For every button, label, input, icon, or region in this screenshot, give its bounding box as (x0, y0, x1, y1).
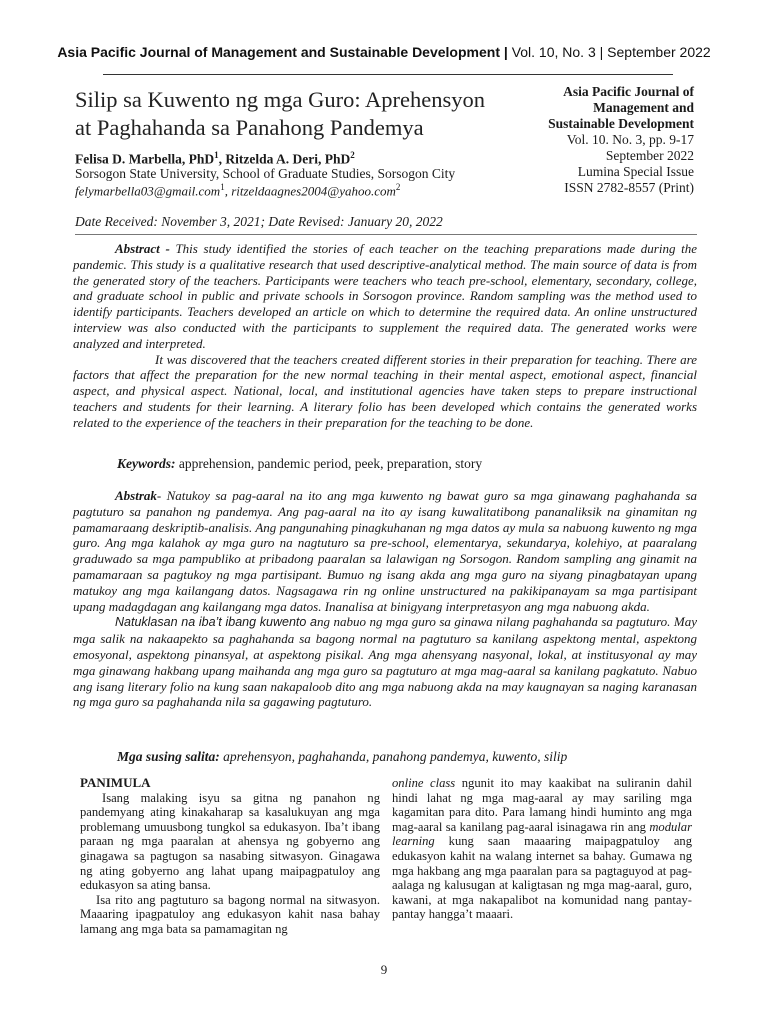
keywords-en-label: Keywords: (117, 456, 176, 471)
term-modular-learning: modular learning (392, 819, 692, 849)
abstract-fil-p2-lead: Natuklasan na iba’t ibang kuwento a (115, 615, 317, 630)
body-right-text-2: kung saan maaaring maipagpatuloy ang edukasyon kahit na walang internet sa bahay. Gumawa ng mga hakbang ang mga paaralan para sa pagtaguyod at pag-aalaga ng kalusugan at kaligtasan ng mga mag-aaral, guro, kawani, at mga nakapalibot na komunidad nang pantay-pantay hangga’t maaari. (392, 834, 692, 922)
section-heading-panimula: PANIMULA (80, 775, 151, 790)
journal-vol-pages: Vol. 10. No. 3, pp. 9-17 (566, 132, 694, 147)
abstract-en-p1 (73, 241, 697, 352)
author-emails (75, 182, 400, 199)
journal-name-line-3: Sustainable Development (548, 116, 694, 131)
journal-date: September 2022 (605, 148, 694, 163)
email-1[interactable]: felymarbella03@gmail.com (75, 183, 221, 199)
abstract-english (73, 241, 697, 431)
email-2-sup: 2 (395, 182, 401, 192)
journal-issue-type: Lumina Special Issue (577, 164, 694, 179)
author-list (75, 150, 355, 168)
abstract-fil-p1-text: - Natukoy sa pag-aaral na ito ang mga kuwento ng bawat guro sa mga ginawang paghahanda sa pagtuturo sa panahon ng pandemya. Ang pag-aaral na ito ay isang kuwalitatibong pananaliksik na ginamitan ng pamamaraang deskriptib-analisis. Ang pangunahing pinagkuhanan ng mga datos ay mula sa nabuong kuwento ng mga guro. Ang mga kalahok ay mga guro na nagtuturo sa pre-school, elementarya, sekundarya, kolehiyo, at paaralang graduwado sa mga pampubliko at pribadong paaralan sa lalawigan ng Sorsogon. Random sampling ang ginamit na pamamaraan sa pagtukoy ng mga partisipant. Bumuo ng isang akda ang mga guro na siyang pinagbatayan upang matukoy ang mga kailangang datos. Nagsagawa rin ng online unstructured na pakikipanayam sa mga partisipant upang madagdagan ang kailangang mga datos. Inanalisa at binigyang interpretasyon ang mga nabuong akda. (73, 488, 697, 614)
journal-name-line-1: Asia Pacific Journal of (563, 84, 694, 99)
keywords-en-text: apprehension, pandemic period, peek, preparation, story (175, 456, 483, 471)
body-left-p2: Isa rito ang pagtuturo sa bagong normal na sitwasyon. Maaaring ipagpatuloy ang edukasyon kahit nasa bahay lamang ang mga bata sa pamamagitan ng (80, 892, 380, 936)
keywords-english (117, 456, 482, 472)
abstract-en-label: Abstract - (115, 241, 176, 256)
author-2: Ritzelda A. Deri, PhD (225, 151, 351, 167)
abstract-en-p1-text: This study identified the stories of each teacher on the teaching preparations made during the pandemic. This study is a qualitative research that used descriptive-analytical method. The main source of data is from the generated story of the teachers. Participants were teachers who teach pre-school, elementary, secondary, college, and graduate school in public and private schools in Sorsogon province. Random sampling was the method used to identify participants. Teachers developed an article on which to determine the required data. An online unstructured interview was also conducted with the participants to supplement the required data. The generated works were analyzed and interpreted. (73, 241, 697, 351)
running-head-separator: | (499, 44, 512, 60)
body-right-text-1: ngunit ito may kaakibat na suliranin dahil hindi lahat ng mga mag-aaral ay may sariling mga kagamitan para dito. Para lamang hindi huminto ang mga mag-aaral sa kanilang pag-aaral isinagawa rin ang (392, 776, 692, 834)
keywords-fil-label: Mga susing salita: (117, 749, 220, 764)
header-rule (103, 74, 673, 75)
journal-info-box (520, 84, 694, 196)
journal-issn: ISSN 2782-8557 (Print) (564, 180, 694, 195)
keywords-fil-text: aprehensyon, paghahanda, panahong pandemya, kuwento, silip (219, 749, 568, 764)
running-head-issue: Vol. 10, No. 3 | September 2022 (511, 44, 711, 60)
running-head (40, 44, 728, 60)
email-sep: , (224, 183, 232, 199)
page-number: 9 (380, 962, 388, 977)
title-line-2: at Paghahanda sa Panahong Pandemya (75, 115, 424, 140)
body-column-left (80, 776, 380, 937)
author-1-sup: 1 (214, 150, 219, 160)
journal-name-line-2: Management and (593, 100, 694, 115)
paper-title (75, 86, 515, 142)
abstract-fil-label: Abstrak (115, 488, 157, 503)
abstract-fil-p1 (73, 488, 697, 614)
term-online-class: online class (392, 776, 456, 790)
email-2[interactable]: ritzeldaagnes2004@yahoo.com (231, 183, 396, 199)
running-head-journal: Asia Pacific Journal of Management and Sustainable Development (57, 44, 500, 60)
abstract-en-p2 (73, 352, 697, 431)
body-column-right (392, 776, 692, 922)
abstract-en-p2-text: It was discovered that the teachers created different stories in their preparation for teaching. There are factors that affect the preparation for the new normal teaching in their mental aspect, emotional aspect, financial aspect, and physical aspect. National, local, and institutional agencies have taken steps to prepare instructional teachers and students for their learning. A literary folio has been developed which contains the generated works related to the experience of the teachers in their preparation for the teaching to be done. (73, 351, 697, 430)
body-right-p1 (392, 776, 692, 922)
keywords-filipino (117, 749, 567, 765)
received-revised-dates: Date Received: November 3, 2021; Date Revised: January 20, 2022 (75, 214, 443, 229)
abstract-fil-p2-text: ng nabuo ng mga guro sa ginawa nilang paghahanda sa pagtuturo. May mga salik na nakaapekto sa paghahanda sa bagong normal na pagtuturo sa kanilang aspektong mental, aspektong emosyonal, aspektong pinansyal, at aspektong pisikal. Ang mga ahensyang nasyonal, lokal, at institusyonal ay may mga ginawang hakbang upang maihanda ang mga guro sa pagtuturo at mga mag-aaral sa kanilang pagkatuto. Nabuo ang isang literary folio na kung saan nakapaloob dito ang mga nabuong akda na may kaugnayan sa naging karanasan ng mga guro sa paghahanda nila sa gagawing pagtuturo. (73, 614, 697, 710)
abstract-filipino (73, 488, 697, 710)
dates-rule (75, 234, 697, 235)
body-left-p1: Isang malaking isyu sa gitna ng panahon ng pandemyang ating kinakaharap sa kasalukuyan ang mga problemang umuusbong tungkol sa edukasyon. Iba’t ibang paraan ng mga paaralan at ahensya ng gobyerno ang ginagawa sa pagtugon sa nasabing sitwasyon. Ginagawa ng ating gobyerno ang lahat upang maipagpatuloy ang edukasyon sa ating bansa. (80, 790, 380, 893)
title-line-1: Silip sa Kuwento ng mga Guro: Aprehensyon (75, 87, 485, 112)
email-1-sup: 1 (220, 182, 225, 192)
author-2-sup: 2 (350, 150, 355, 160)
author-1: Felisa D. Marbella, PhD (75, 151, 215, 167)
author-sep: , (218, 151, 226, 167)
affiliation: Sorsogon State University, School of Graduate Studies, Sorsogon City (75, 166, 456, 181)
abstract-fil-p2 (73, 614, 697, 710)
